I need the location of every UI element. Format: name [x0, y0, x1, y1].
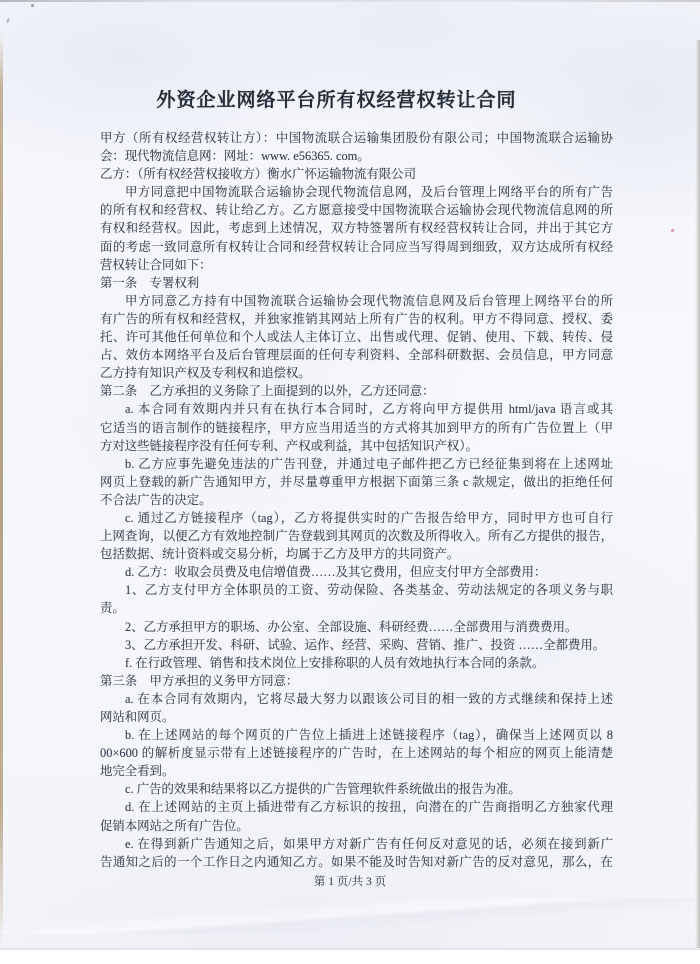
doc-line: 第三条 甲方承担的义务甲方同意： [100, 673, 299, 688]
scan-speck [6, 18, 10, 23]
doc-line: 甲方同意把中国物流联合运输协会现代物流信息网，及后台管理上网络平台的所有广告 [125, 185, 613, 200]
doc-line: 乙方持有知识产权及专利权和追偿权。 [100, 366, 311, 381]
doc-line: 不合法广告的决定。 [100, 492, 212, 507]
doc-line: 网页上登载的新广告通知甲方，并尽量尊重甲方根据下面第三条 c 款规定，做出的拒绝任何 [100, 474, 613, 489]
doc-line: 甲方同意乙方持有中国物流联合运输协会现代物流信息网及后台管理上网络平台的所 [125, 293, 613, 308]
doc-line: 面的考虑一致同意所有权转让合同和经营权转让合同应当写得周到细致，双方达成所有权经 [100, 239, 613, 254]
doc-line: 方对这些链接程序没有任何专利、产权或利益，其中包括知识产权）。 [100, 438, 478, 453]
doc-line: d. 在上述网站的主页上插进带有乙方标识的按扭，向潜在的广告商指明乙方独家代理 [125, 800, 613, 815]
paper-crease [0, 898, 700, 934]
doc-line: 会：现代物流信息网：网址：www. e56365. com。 [100, 149, 370, 164]
doc-line: 托、许可其他任何单位和个人或法人主体订立、出售或代理、促销、使用、下载、转传、侵 [100, 330, 613, 345]
doc-line: 营权转让合同如下： [100, 257, 212, 272]
doc-line: 的所有权和经营权、转让给乙方。乙方愿意接受中国物流联合运输协会现代物流信息网的所 [100, 203, 613, 218]
doc-line: 甲方（所有权经营权转让方）：中国物流联合运输集团股份有限公司；中国物流联合运输协 [100, 131, 613, 145]
doc-line: 责。 [100, 601, 125, 616]
doc-line: 有权和经营权。因此，考虑到上述情况，双方特签署所有权经营权转让合同，并出于其它方 [100, 221, 613, 236]
doc-line: 2、乙方承担甲方的职场、办公室、全部设施、科研经费……全部费用与消费费用。 [125, 619, 578, 634]
doc-line: 促销本网站之所有广告位。 [100, 818, 249, 833]
contract-title: 外资企业网络平台所有权经营权转让合同 [156, 90, 517, 111]
doc-line: f. 在行政管理、销售和技术岗位上安排称职的人员有效地执行本合同的条款。 [125, 655, 545, 670]
doc-line: 它适当的语言制作的链接程序，甲方应当用适当的方式将其加到甲方的所有广告位置上（甲 [100, 420, 613, 435]
doc-line: a. 在本合同有效期内，它将尽最大努力以跟该公司目的相一致的方式继续和保持上述 [125, 691, 613, 706]
doc-line: 有广告的所有权和经营权，并独家推销其网站上所有广告的权利。甲方不得同意、授权、委 [100, 311, 613, 326]
doc-line: 地完全看到。 [100, 764, 175, 779]
doc-line: c. 广告的效果和结果将以乙方提供的广告管理软件系统做出的报告为准。 [125, 782, 521, 797]
doc-line: e. 在得到新广告通知之后，如果甲方对新广告有任何反对意见的话，必须在接到新广 [125, 836, 613, 851]
doc-line: 乙方：（所有权经营权接收方）衡水广怀运输物流有限公司 [100, 167, 416, 182]
doc-line: b. 乙方应事先避免违法的广告刊登，并通过电子邮件把乙方已经征集到将在上述网址 [125, 456, 613, 471]
doc-line: a. 本合同有效期内并只有在执行本合同时，乙方将向甲方提供用 html/java 语言或其 [125, 402, 613, 417]
scan-edge-top [0, 0, 700, 2]
scan-speck [31, 4, 34, 7]
doc-line: 包括数据、统计资料或交易分析，均属于乙方及甲方的共同资产。 [100, 547, 460, 562]
doc-line: 占、效仿本网络平台及后台管理层面的任何专利资料、全部科研数据、会员信息，甲方同意 [100, 348, 613, 363]
doc-body [100, 129, 613, 871]
page-number-footer: 第 1 页/共 3 页 [313, 876, 387, 888]
scan-speck [671, 229, 674, 232]
doc-line: 第一条 专署权利 [100, 275, 200, 290]
scan-edge-right [695, 40, 700, 948]
doc-line: 00×600 的解析度显示带有上述链接程序的广告时，在上述网站的每个相应的网页上能清楚 [100, 746, 613, 761]
doc-line: 第二条 乙方承担的义务除了上面提到的以外，乙方还同意： [100, 384, 435, 399]
doc-line: 告通知之后的一个工作日之内通知乙方。如果不能及时告知对新广告的反对意见，那么，在 [100, 854, 613, 869]
scan-edge-left [0, 34, 3, 950]
doc-line: 3、乙方承担开发、科研、试验、运作、经营、采购、营销、推广、投资 ……全都费用。 [125, 637, 606, 652]
doc-line: 网站和网页。 [100, 710, 175, 724]
scan-bottom-strip [0, 950, 700, 964]
doc-line: 1、乙方支付甲方全体职员的工资、劳动保险、各类基金、劳动法规定的各项义务与职 [125, 583, 613, 598]
doc-line: 上网查询，以便乙方有效地控制广告登载到其网页的次数及所得收入。所有乙方提供的报告， [100, 529, 613, 544]
doc-line: d. 乙方：收取会员费及电信增值费……及其它费用，但应支付甲方全部费用： [125, 565, 547, 580]
doc-line: c. 通过乙方链接程序（tag），乙方将提供实时的广告报告给甲方，同时甲方也可自行 [125, 510, 613, 525]
doc-line: b. 在上述网站的每个网页的广告位上插进上述链接程序（tag），确保当上述网页以 8 [125, 728, 613, 743]
